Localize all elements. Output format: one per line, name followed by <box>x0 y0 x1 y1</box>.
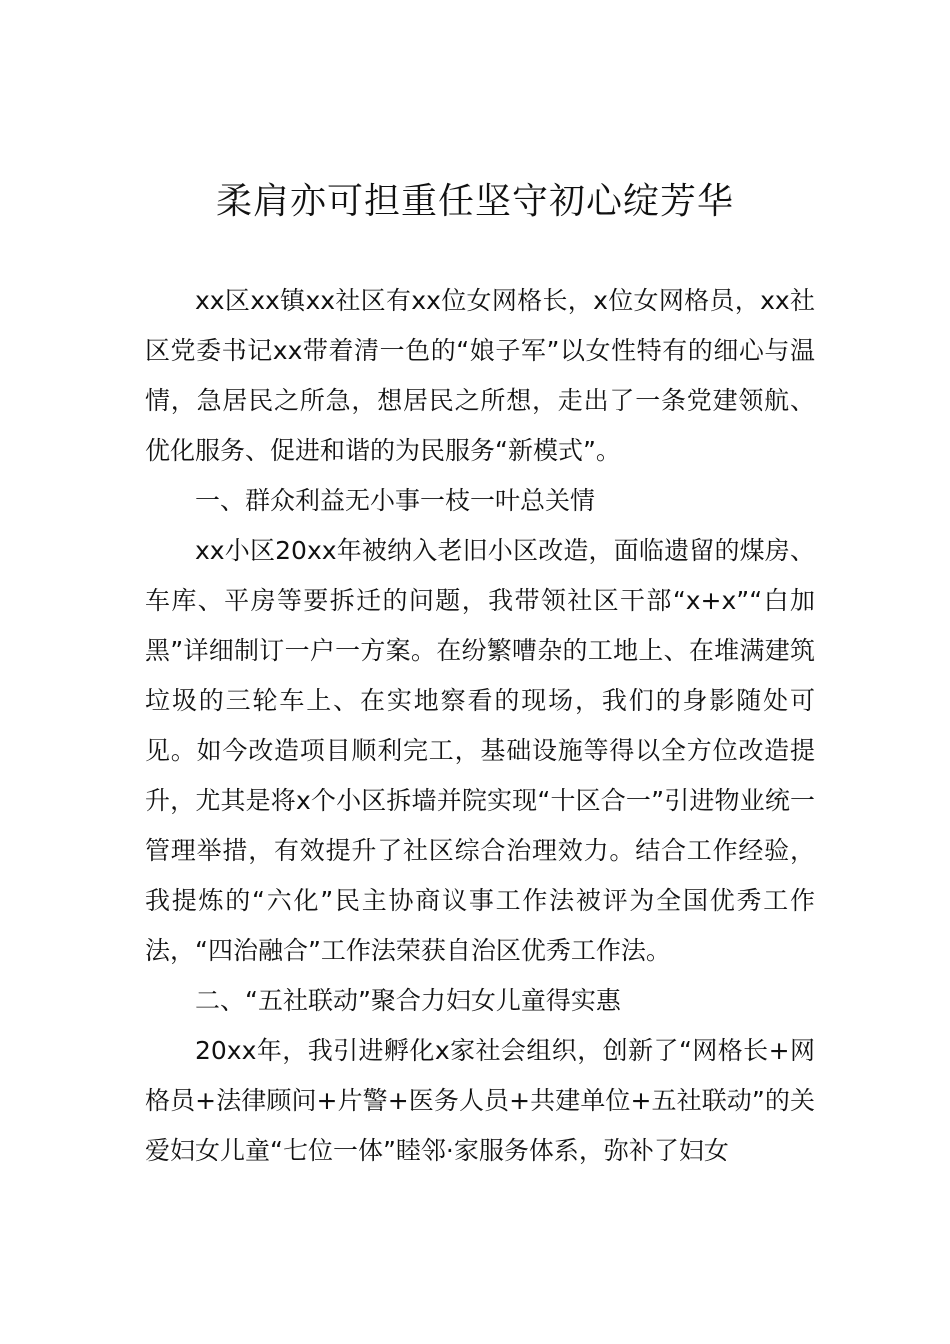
document-body <box>145 276 815 1176</box>
section-2-paragraph: 20xx年，我引进孵化x家社会组织，创新了“网格长+网格员+法律顾问+片警+医务人员+共建单位+五社联动”的关爱妇女儿童“七位一体”睦邻·家服务体系，弥补了妇女 <box>145 1036 815 1165</box>
section-1-paragraph: xx小区20xx年被纳入老旧小区改造，面临遗留的煤房、车库、平房等要拆迁的问题，我带领社区干部“x+x”“白加黑”详细制订一户一方案。在纷繁嘈杂的工地上、在堆满建筑垃圾的三轮车上、在实地察看的现场，我们的身影随处可见。如今改造项目顺利完工，基础设施等得以全方位改造提升，尤其是将x个小区拆墙并院实现“十区合一”引进物业统一管理举措，有效提升了社区综合治理效力。结合工作经验，我提炼的“六化”民主协商议事工作法被评为全国优秀工作法，“四治融合”工作法荣获自治区优秀工作法。 <box>145 536 815 965</box>
section-heading-2: 二、“五社联动”聚合力妇女儿童得实惠 <box>195 986 621 1015</box>
intro-paragraph: xx区xx镇xx社区有xx位女网格长，x位女网格员，xx社区党委书记xx带着清一色的“娘子军”以女性特有的细心与温情，急居民之所急，想居民之所想，走出了一条党建领航、优化服务、促进和谐的为民服务“新模式”。 <box>145 286 815 465</box>
document-title: 柔肩亦可担重任坚守初心绽芳华 <box>215 181 734 222</box>
section-heading-1: 一、群众利益无小事一枝一叶总关情 <box>195 486 596 515</box>
